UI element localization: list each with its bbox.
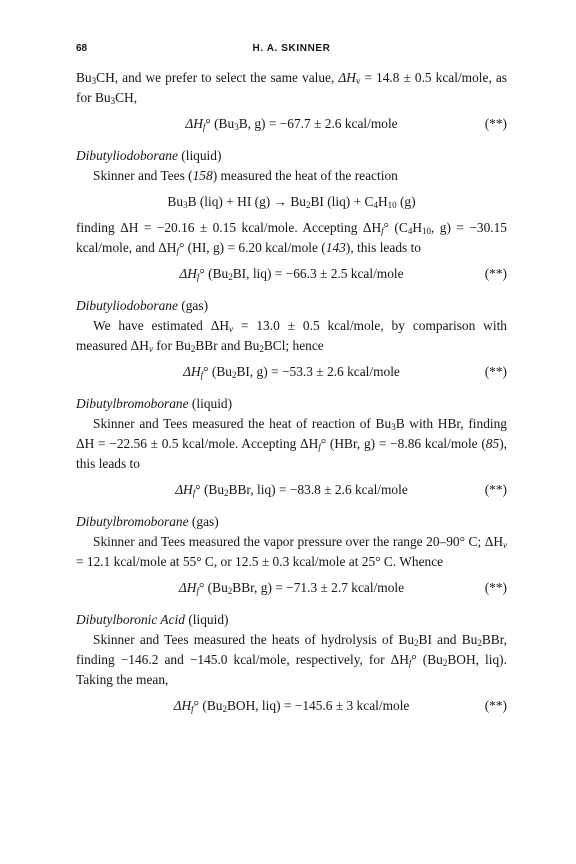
equation-bu2boh-liquid: $\Delta H_f^\circ$ ($Bu_2BOH$, liq) = −145.6 ± 3 kcal/mole (**): [173, 698, 507, 714]
equation-tag: (**): [484, 364, 507, 379]
paragraph-hbr-reaction: Skinner and Tees measured the heat of reaction of $Bu_3B$ with HBr, finding ΔH = −22.56 ± 0.5 kcal/mole. Accepting $\Delta H_f^\circ$ (HBr, g) = −8.86 kcal/mole (85), this leads to: [76, 416, 507, 471]
running-header: [76, 39, 507, 55]
paragraph-hydrolysis: Skinner and Tees measured the heats of hydrolysis of $Bu_2BI$ and $Bu_2BBr$, finding −146.2 and −145.0 kcal/mole, respectively, for $\Delta H_f^\circ$ ($Bu_2BOH$, liq). Taking the mean,: [76, 632, 507, 687]
equation-bu2bbr-liquid: $\Delta H_f^\circ$ ($Bu_2BBr$, liq) = −83.8 ± 2.6 kcal/mole (**): [175, 482, 507, 498]
running-head-author: H. A. SKINNER: [252, 43, 331, 54]
paragraph-vaporization-estimate: We have estimated $\Delta H_v = 13.0 \pm 0.5$ kcal/mole, by comparison with measured $\Delta H_v$ for $Bu_2BBr$ and $Bu_2BCl$; hence: [76, 318, 507, 354]
section-heading-dibutylboronic-acid-liquid: Dibutylboronic Acid (liquid): [76, 612, 229, 627]
paragraph-vapor-pressure: Skinner and Tees measured the vapor pressure over the range 20–90° C; $\Delta H_v = 12.1$ kcal/mole at 55° C, or 12.5 ± 0.3 kcal/mole at 25° C. Whence: [76, 534, 507, 569]
section-heading-dibutyliodoborane-liquid: Dibutyliodoborane (liquid): [76, 148, 222, 163]
equation-bu3b-gas: $\Delta H_f^\circ$ ($Bu_3B$, g) = −67.7 ± 2.6 kcal/mole (**): [185, 116, 507, 132]
equation-tag: (**): [484, 580, 507, 595]
section-heading-dibutylbromoborane-liquid: Dibutylbromoborane (liquid): [76, 396, 233, 411]
page-body: [76, 68, 507, 722]
equation-tag: (**): [484, 116, 507, 131]
equation-bu2bi-liquid: $\Delta H_f^\circ$ ($Bu_2BI$, liq) = −66.3 ± 2.5 kcal/mole (**): [179, 266, 507, 282]
reaction-equation: $Bu_3B$ (liq) + HI $(g) \to Bu_2BI$ $(liq) + C_4H_{10}$ (g): [167, 194, 416, 210]
equation-bu2bi-gas: $\Delta H_f^\circ$ ($Bu_2BI$, g) = −53.3 ± 2.6 kcal/mole (**): [183, 364, 507, 380]
paragraph-intro: $Bu_3CH$, and we prefer to select the same value, $\Delta H_v = 14.8 \pm 0.5$ kcal/mole, as for $Bu_3CH$,: [76, 70, 507, 106]
paragraph-reaction-result: finding ΔH = −20.16 ± 0.15 kcal/mole. Accepting $\Delta H_f^\circ$ ($C_4H_{10}$, g) = −30.15 kcal/mole, and $\Delta H_f^\circ$ (HI, g) = 6.20 kcal/mole (143), this leads to: [76, 220, 508, 256]
section-heading-dibutylbromoborane-gas: Dibutylbromoborane (gas): [76, 514, 219, 529]
paragraph-reaction-intro: Skinner and Tees (158) measured the heat of the reaction: [93, 168, 398, 183]
equation-bu2bbr-gas: $\Delta H_f^\circ$ ($Bu_2BBr$, g) = −71.3 ± 2.7 kcal/mole (**): [178, 580, 507, 596]
section-heading-dibutyliodoborane-gas: Dibutyliodoborane (gas): [76, 298, 209, 313]
equation-tag: (**): [484, 266, 507, 281]
equation-tag: (**): [484, 698, 507, 713]
page-number: 68: [76, 43, 88, 54]
equation-tag: (**): [484, 482, 507, 497]
